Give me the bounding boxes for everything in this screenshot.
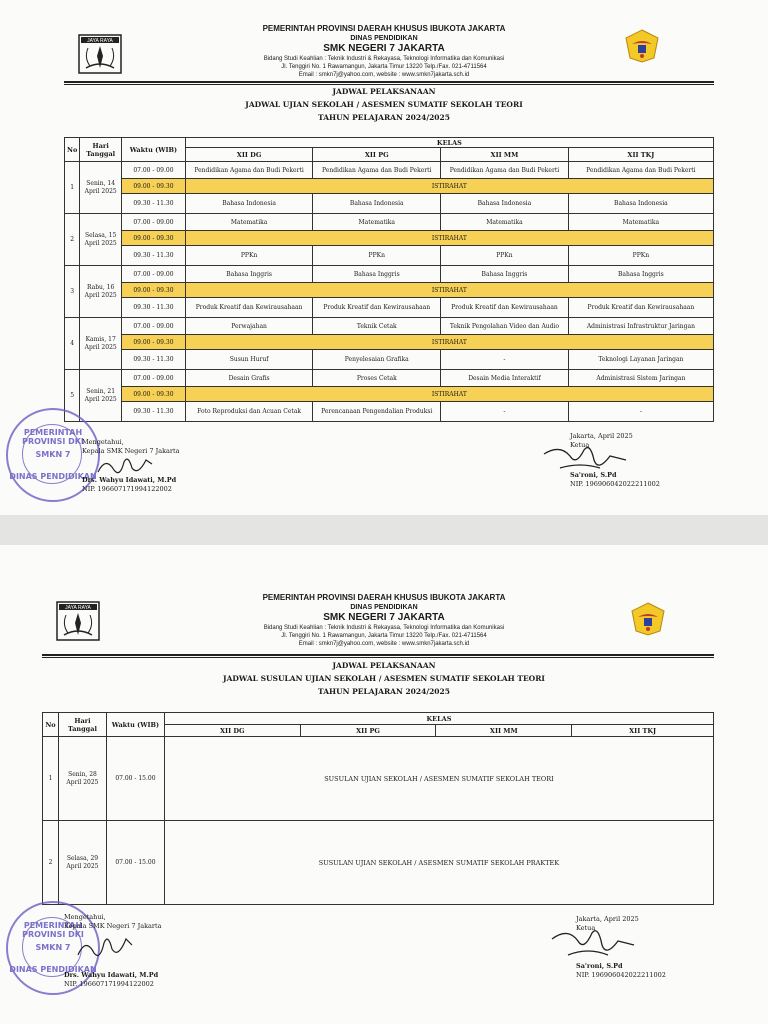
title-line3: TAHUN PELAJARAN 2024/2025 [318, 113, 450, 122]
title-line2: JADWAL UJIAN SEKOLAH / ASESMEN SUMATIF SEKOLAH TEORI [245, 100, 523, 109]
session2-subject: Bahasa Indonesia [313, 194, 441, 214]
break-row [65, 387, 714, 402]
session1-subject: Bahasa Inggris [441, 266, 569, 283]
session1-subject: Administrasi Infrastruktur Jaringan [568, 318, 713, 335]
schedule-body [65, 162, 714, 422]
break-label: ISTIRAHAT [185, 231, 713, 246]
session2-time: 09.30 - 11.30 [122, 402, 186, 422]
header-class-pg: XII PG [313, 148, 441, 162]
sig-right-line1: Jakarta, April 2025 [570, 432, 633, 440]
session2-subject: Bahasa Indonesia [568, 194, 713, 214]
row-no: 5 [65, 370, 80, 422]
schedule-page-2 [0, 545, 768, 1024]
session1-subject: Desain Media Interaktif [441, 370, 569, 387]
sig-right-line2: Ketua [576, 924, 596, 932]
session1-subject: Matematika [441, 214, 569, 231]
letterhead-line4: Bidang Studi Keahlian : Teknik Industri & Rekayasa, Teknologi Informatika dan Komunikasi [263, 625, 505, 631]
table-row [65, 214, 714, 231]
session1-subject: Bahasa Inggris [313, 266, 441, 283]
table-row [65, 162, 714, 179]
session1-subject: Bahasa Inggris [185, 266, 313, 283]
school-emblem [622, 28, 662, 64]
logo-text: JAYA RAYA [87, 38, 113, 44]
schedule-titles [0, 85, 768, 124]
schedule-titles [0, 659, 768, 698]
session1-subject: Bahasa Inggris [568, 266, 713, 283]
break-row [65, 231, 714, 246]
session2-subject: Bahasa Indonesia [441, 194, 569, 214]
session2-subject: Bahasa Indonesia [185, 194, 313, 214]
table-row [65, 298, 714, 318]
session1-subject: Matematika [568, 214, 713, 231]
table-row [65, 194, 714, 214]
header-waktu: Waktu (WIB) [122, 138, 186, 162]
session1-subject: Teknik Cetak [313, 318, 441, 335]
makeup-body [43, 737, 714, 905]
row-day-date [58, 821, 106, 905]
session2-time: 09.30 - 11.30 [122, 246, 186, 266]
sig-left-line2: Kepala SMK Negeri 7 Jakarta [64, 922, 162, 930]
session1-subject: Desain Grafis [185, 370, 313, 387]
break-time: 09.00 - 09.30 [122, 231, 186, 246]
row-no: 4 [65, 318, 80, 370]
letterhead-line4: Bidang Studi Keahlian : Teknik Industri & Rekayasa, Teknologi Informatika dan Komunikasi [263, 56, 505, 62]
letterhead-line2: DINAS PENDIDIKAN [350, 604, 418, 611]
break-row [65, 335, 714, 350]
session2-subject: - [568, 402, 713, 422]
session2-time: 09.30 - 11.30 [122, 194, 186, 214]
header-no: No [43, 713, 59, 737]
header-class-dg: XII DG [185, 148, 313, 162]
session1-subject: Proses Cetak [313, 370, 441, 387]
session2-subject: Susun Huruf [185, 350, 313, 370]
letterhead-line2: DINAS PENDIDIKAN [350, 35, 418, 42]
principal-name: Drs. Wahyu Idawati, M.Pd [64, 971, 159, 979]
session1-time: 07.00 - 09.00 [122, 214, 186, 231]
break-label: ISTIRAHAT [185, 387, 713, 402]
break-time: 09.00 - 09.30 [122, 179, 186, 194]
principal-name: Drs. Wahyu Idawati, M.Pd [82, 476, 177, 484]
header-class-tkj: XII TKJ [568, 148, 713, 162]
sig-right-line1: Jakarta, April 2025 [576, 915, 639, 923]
row-no: 2 [43, 821, 59, 905]
session2-subject: PPKn [441, 246, 569, 266]
session1-subject: Matematika [313, 214, 441, 231]
chairman-nip: NIP. 196906042022211002 [576, 971, 666, 979]
principal-nip: NIP. 196607171994122002 [64, 980, 154, 988]
row-day-date [80, 266, 122, 318]
session2-subject: Perencanaan Pengendalian Produksi [313, 402, 441, 422]
row-no: 1 [65, 162, 80, 214]
row-no: 2 [65, 214, 80, 266]
row-day: Selasa, 15 [85, 231, 117, 239]
session1-time: 07.00 - 09.00 [122, 370, 186, 387]
header-kelas: KELAS [164, 713, 713, 725]
table-row [65, 318, 714, 335]
letterhead-line1: PEMERINTAH PROVINSI DAERAH KHUSUS IBUKOTA JAKARTA [262, 24, 506, 33]
stamp-center-text: SMKN 7 [35, 943, 71, 952]
row-no: 3 [65, 266, 80, 318]
row-activity: SUSULAN UJIAN SEKOLAH / ASESMEN SUMATIF SEKOLAH PRAKTEK [164, 821, 713, 905]
row-no: 1 [43, 737, 59, 821]
break-time: 09.00 - 09.30 [122, 387, 186, 402]
row-date: April 2025 [66, 778, 99, 786]
principal-signature-scribble [76, 931, 136, 965]
break-time: 09.00 - 09.30 [122, 283, 186, 298]
session2-subject: Produk Kreatif dan Kewirausahaan [441, 298, 569, 318]
letterhead-line1: PEMERINTAH PROVINSI DAERAH KHUSUS IBUKOTA JAKARTA [262, 593, 506, 602]
school-name: SMK NEGERI 7 JAKARTA [323, 43, 445, 54]
table-row [65, 370, 714, 387]
session2-subject: Teknologi Layanan Jaringan [568, 350, 713, 370]
session2-subject: - [441, 402, 569, 422]
session1-subject: Administrasi Sistem Jaringan [568, 370, 713, 387]
title-line2: JADWAL SUSULAN UJIAN SEKOLAH / ASESMEN SUMATIF SEKOLAH TEORI [223, 674, 545, 683]
chairman-signature-scribble [548, 925, 638, 963]
row-date: April 2025 [66, 862, 99, 870]
table-row [65, 402, 714, 422]
session2-subject: Foto Reproduksi dan Acuan Cetak [185, 402, 313, 422]
school-name: SMK NEGERI 7 JAKARTA [323, 612, 445, 623]
chairman-signature-scribble [540, 442, 630, 476]
logo-text: JAYA RAYA [65, 605, 91, 611]
header-class-pg: XII PG [300, 725, 436, 737]
row-day-date [80, 318, 122, 370]
session1-time: 07.00 - 09.00 [122, 266, 186, 283]
header-kelas: KELAS [185, 138, 713, 148]
session2-subject: PPKn [568, 246, 713, 266]
principal-nip: NIP. 196607171994122002 [82, 485, 172, 493]
session2-time: 09.30 - 11.30 [122, 350, 186, 370]
table-row [43, 737, 714, 821]
header-hari-tanggal: Hari Tanggal [58, 713, 106, 737]
header-class-tkj: XII TKJ [572, 725, 714, 737]
sig-left-line1: Mengetahui, [82, 438, 124, 446]
chairman-name: Sa'roni, S.Pd [576, 962, 623, 970]
session2-time: 09.30 - 11.30 [122, 298, 186, 318]
row-day: Senin, 21 [86, 387, 116, 395]
row-day-date [80, 370, 122, 422]
break-row [65, 283, 714, 298]
session1-subject: Pendidikan Agama dan Budi Pekerti [441, 162, 569, 179]
header-hari-tanggal: Hari Tanggal [80, 138, 122, 162]
row-day: Rabu, 16 [86, 283, 115, 291]
session1-time: 07.00 - 09.00 [122, 318, 186, 335]
table-row [65, 246, 714, 266]
stamp-center-text: SMKN 7 [35, 450, 71, 459]
break-time: 09.00 - 09.30 [122, 335, 186, 350]
row-date: April 2025 [84, 395, 117, 403]
principal-signature-scribble [96, 452, 156, 480]
sig-left-line2: Kepala SMK Negeri 7 Jakarta [82, 447, 180, 455]
session1-subject: Pendidikan Agama dan Budi Pekerti [568, 162, 713, 179]
row-date: April 2025 [84, 291, 117, 299]
row-day: Senin, 14 [86, 179, 116, 187]
letterhead-line6: Email : smkn7j@yahoo.com, website : www.smkn7jakarta.sch.id [298, 72, 470, 78]
stamp-top-text: PEMERINTAH PROVINSI DKI [22, 428, 84, 446]
break-row [65, 179, 714, 194]
row-day-date [58, 737, 106, 821]
row-day: Kamis, 17 [85, 335, 116, 343]
stamp-bottom-text: DINAS PENDIDIKAN [9, 965, 97, 974]
session1-subject: Matematika [185, 214, 313, 231]
header-waktu: Waktu (WIB) [106, 713, 164, 737]
session2-subject: Produk Kreatif dan Kewirausahaan [313, 298, 441, 318]
sig-left-line1: Mengetahui, [64, 913, 106, 921]
break-label: ISTIRAHAT [185, 179, 713, 194]
header-class-mm: XII MM [436, 725, 572, 737]
row-date: April 2025 [84, 187, 117, 195]
row-activity: SUSULAN UJIAN SEKOLAH / ASESMEN SUMATIF SEKOLAH TEORI [164, 737, 713, 821]
session2-subject: Produk Kreatif dan Kewirausahaan [568, 298, 713, 318]
session1-subject: Teknik Pengolahan Video dan Audio [441, 318, 569, 335]
chairman-name: Sa'roni, S.Pd [570, 471, 617, 479]
table-row [43, 821, 714, 905]
session2-subject: PPKn [185, 246, 313, 266]
chairman-nip: NIP. 196906042022211002 [570, 480, 660, 488]
title-line1: JADWAL PELAKSANAAN [332, 661, 436, 670]
session2-subject: PPKn [313, 246, 441, 266]
makeup-exam-table [42, 712, 714, 905]
row-day: Selasa, 29 [66, 854, 99, 862]
header-class-dg: XII DG [164, 725, 300, 737]
letterhead-line6: Email : smkn7j@yahoo.com, website : www.smkn7jakarta.sch.id [298, 641, 470, 647]
session2-subject: - [441, 350, 569, 370]
letterhead-line5: Jl. Tenggiri No. 1 Rawamangun, Jakarta Timur 13220 Telp./Fax. 021-4711564 [281, 633, 487, 639]
stamp-top-text: PEMERINTAH PROVINSI DKI [22, 921, 84, 939]
row-time: 07.00 - 15.00 [106, 821, 164, 905]
row-day-date [80, 162, 122, 214]
row-day-date [80, 214, 122, 266]
header-no: No [65, 138, 80, 162]
letterhead-line5: Jl. Tenggiri No. 1 Rawamangun, Jakarta Timur 13220 Telp./Fax. 021-4711564 [281, 64, 487, 70]
sig-right-line2: Ketua [570, 441, 590, 449]
exam-schedule-table [64, 137, 714, 422]
header-class-mm: XII MM [441, 148, 569, 162]
letterhead-rule [42, 654, 714, 658]
sheet-gap [0, 515, 768, 545]
session1-subject: Perwajahan [185, 318, 313, 335]
school-emblem [628, 601, 668, 637]
session1-subject: Pendidikan Agama dan Budi Pekerti [185, 162, 313, 179]
break-label: ISTIRAHAT [185, 283, 713, 298]
title-line1: JADWAL PELAKSANAAN [332, 87, 436, 96]
table-row [65, 266, 714, 283]
row-date: April 2025 [84, 343, 117, 351]
title-line3: TAHUN PELAJARAN 2024/2025 [318, 687, 450, 696]
session2-subject: Penyelesaian Grafika [313, 350, 441, 370]
row-date: April 2025 [84, 239, 117, 247]
break-label: ISTIRAHAT [185, 335, 713, 350]
session1-time: 07.00 - 09.00 [122, 162, 186, 179]
session1-subject: Pendidikan Agama dan Budi Pekerti [313, 162, 441, 179]
row-day: Senin, 28 [68, 770, 97, 778]
session2-subject: Produk Kreatif dan Kewirausahaan [185, 298, 313, 318]
row-time: 07.00 - 15.00 [106, 737, 164, 821]
stamp-bottom-text: DINAS PENDIDIKAN [9, 472, 97, 481]
table-row [65, 350, 714, 370]
